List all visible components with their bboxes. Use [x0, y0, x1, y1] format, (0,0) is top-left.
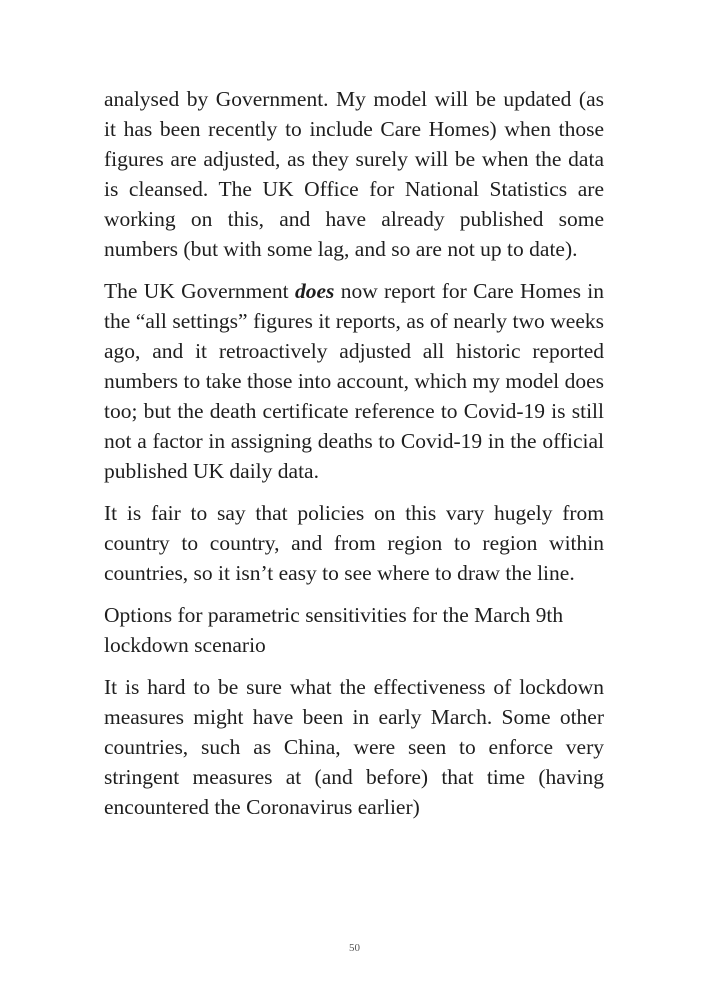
paragraph-2: [104, 276, 604, 486]
section-heading: Options for parametric sensitivities for the March 9th lockdown scenario: [104, 603, 564, 657]
paragraph-4: It is hard to be sure what the effectiveness of lockdown measures might have been in early March. Some other countries, such as China, were seen to enforce very stringent measures at (and before) that time (having encountered the Coronavirus earlier): [104, 675, 604, 819]
paragraph-2-emphasis: does: [294, 279, 335, 303]
page-number: 50: [349, 942, 360, 954]
page-body: [104, 84, 604, 834]
paragraph-3: It is fair to say that policies on this vary hugely from country to country, and from region to region within countries, so it isn’t easy to see where to draw the line.: [104, 501, 604, 585]
paragraph-2-after: now report for Care Homes in the “all settings” figures it reports, as of nearly two weeks ago, and it retroactively adjusted all historic reported numbers to take those into account, which my model does too; but the death certificate reference to Covid-19 is still not a factor in assigning deaths to Covid-19 in the official published UK daily data.: [104, 279, 604, 483]
paragraph-1: analysed by Government. My model will be updated (as it has been recently to include Care Homes) when those figures are adjusted, as they surely will be when the data is cleansed. The UK Office for National Statistics are working on this, and have already published some numbers (but with some lag, and so are not up to date).: [104, 87, 604, 261]
paragraph-2-before: The UK Government: [104, 279, 295, 303]
